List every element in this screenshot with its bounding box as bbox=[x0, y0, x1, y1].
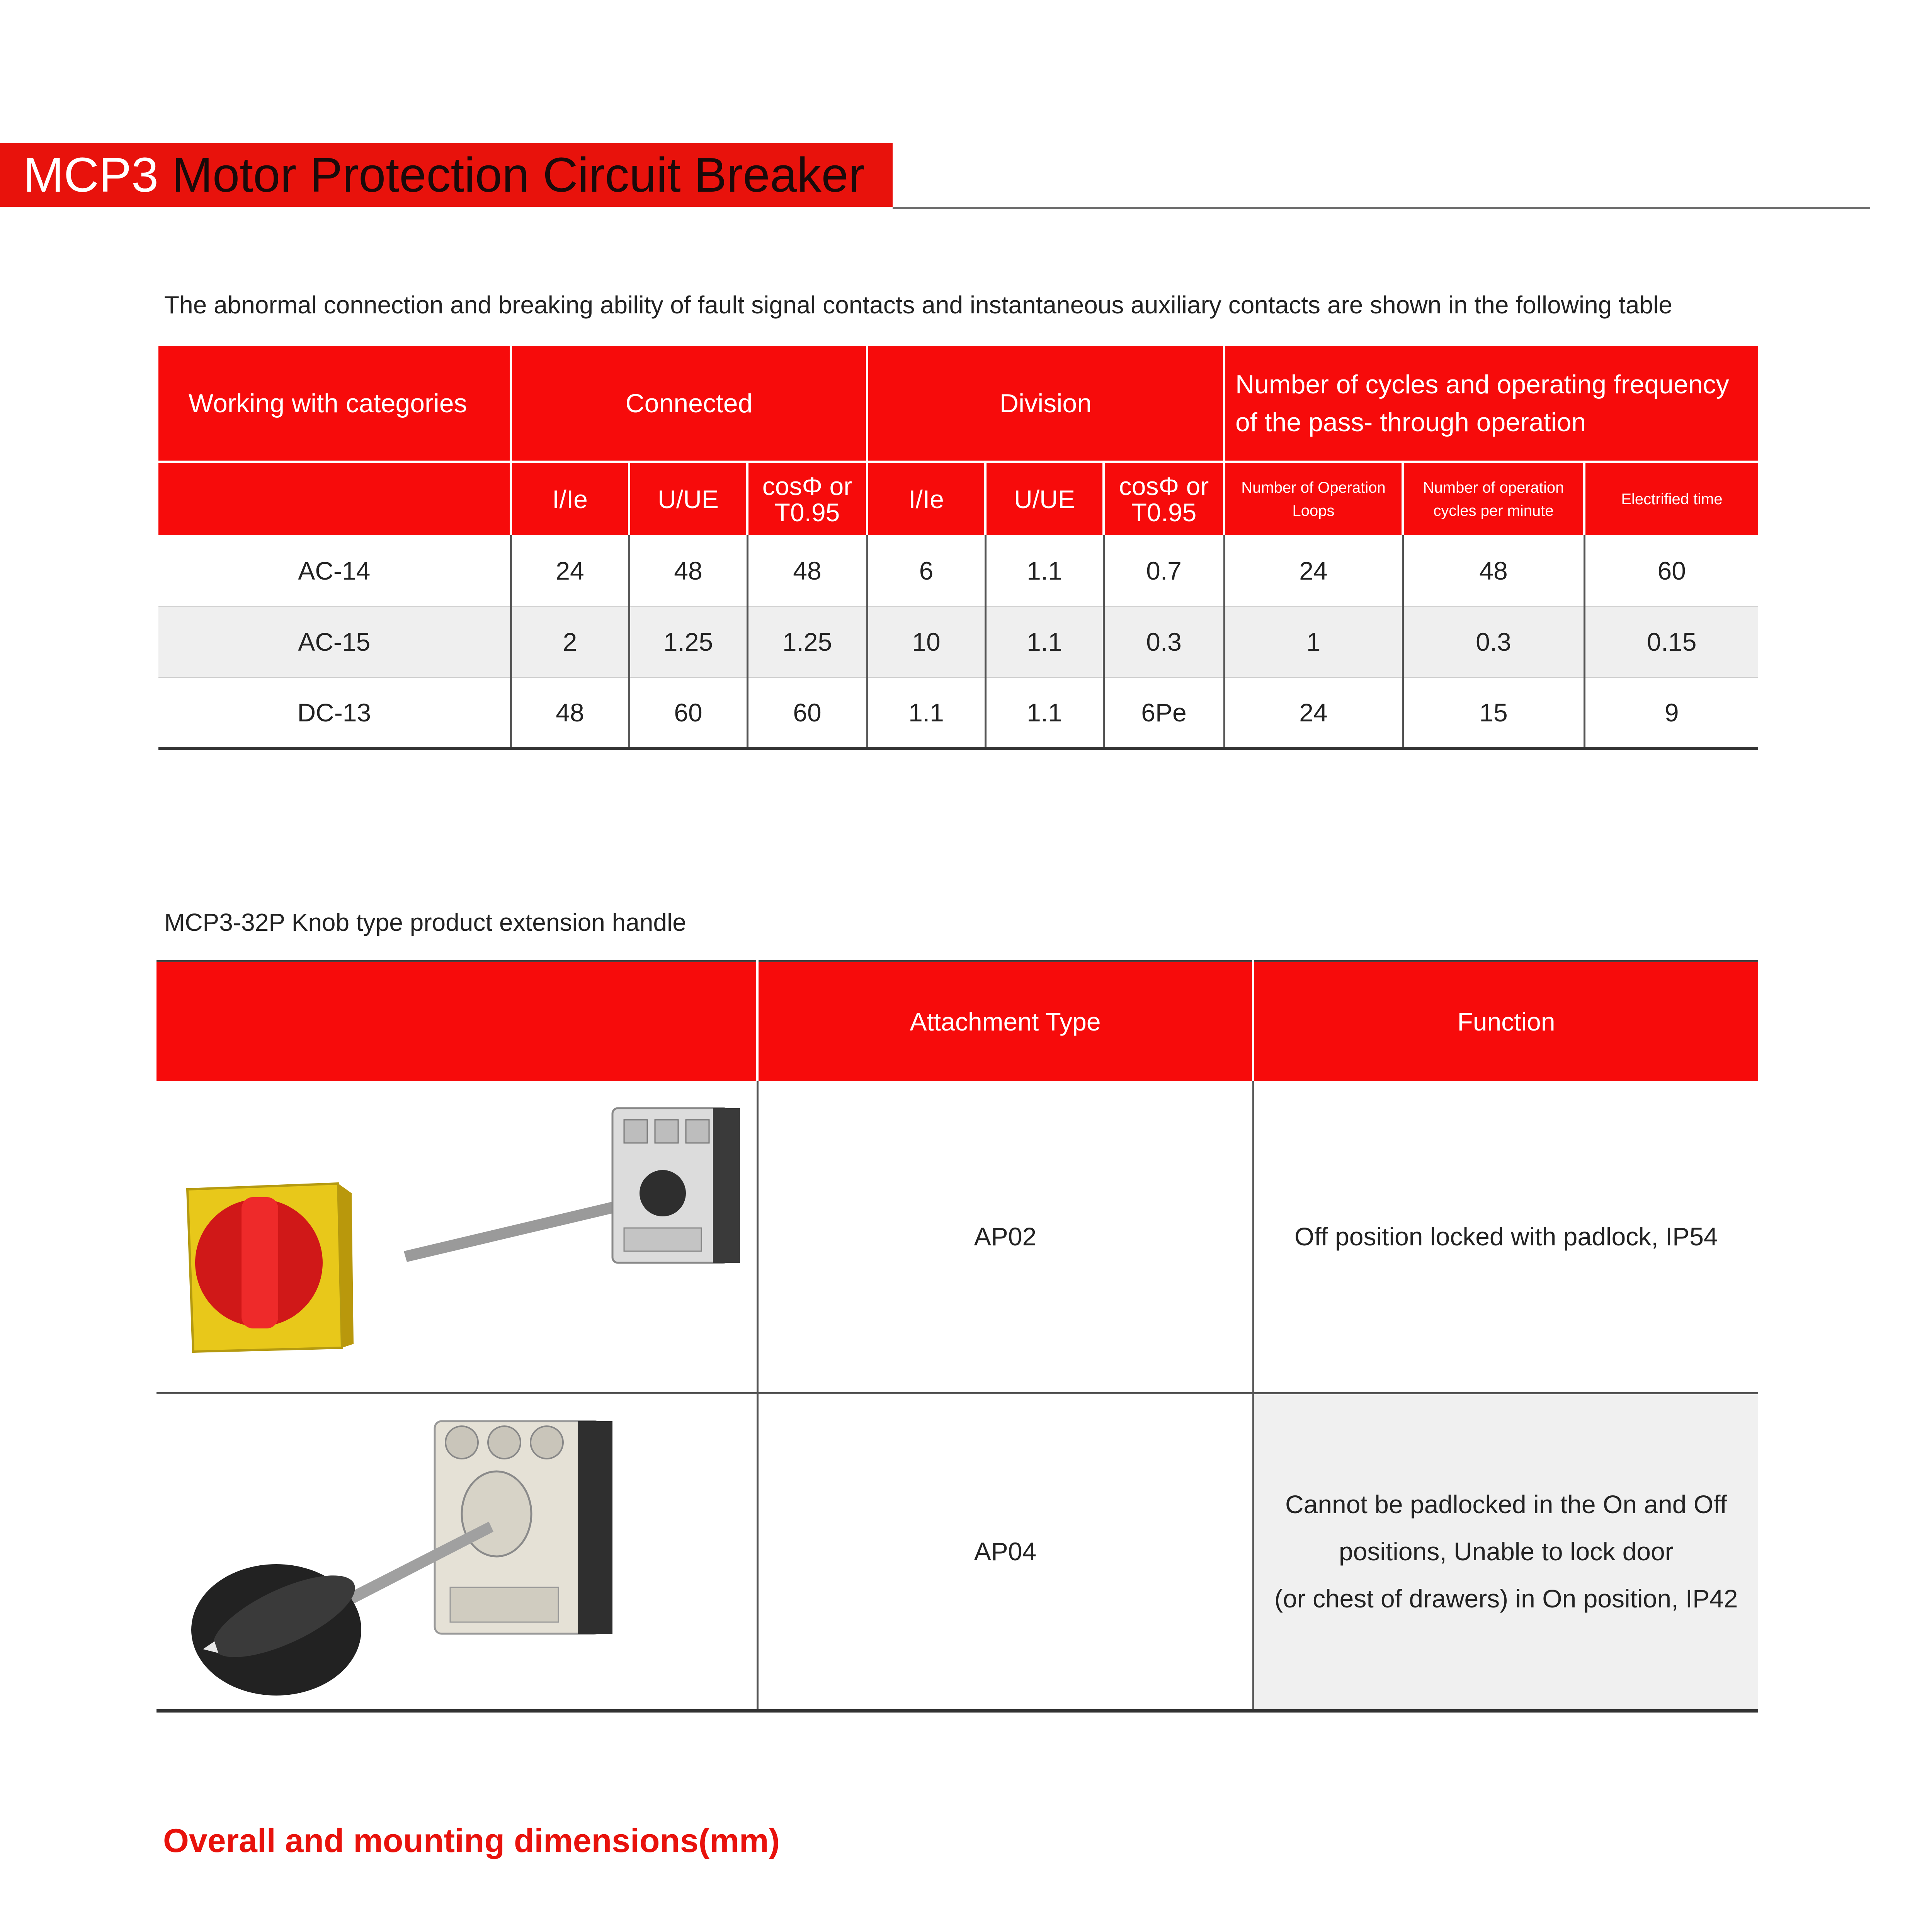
table-row bbox=[158, 677, 1758, 748]
subheader-cell: cosΦ or T0.95 bbox=[1104, 462, 1224, 535]
table-row bbox=[158, 535, 1758, 606]
ap02-type: AP02 bbox=[757, 1081, 1253, 1393]
header-cycles: Number of cycles and operating frequency of the pass- through operation bbox=[1235, 369, 1729, 437]
cell: 1.1 bbox=[985, 535, 1104, 606]
header-attachment: Attachment Type bbox=[757, 961, 1253, 1081]
title-rest: Motor Protection Circuit Breaker bbox=[172, 148, 865, 202]
handle-table bbox=[156, 960, 1758, 1713]
table-row bbox=[156, 1393, 1758, 1711]
subheader-cell: I/Ie bbox=[511, 462, 629, 535]
cell: 1 bbox=[1224, 606, 1403, 677]
cell: 1.1 bbox=[867, 677, 985, 748]
ap04-type: AP04 bbox=[757, 1393, 1253, 1711]
subheader-cell: U/UE bbox=[985, 462, 1104, 535]
cell: 10 bbox=[867, 606, 985, 677]
ap02-handle-image bbox=[156, 1081, 757, 1386]
cell: 1.25 bbox=[629, 606, 747, 677]
cell: 48 bbox=[629, 535, 747, 606]
cell: 24 bbox=[1224, 677, 1403, 748]
page-title bbox=[23, 146, 865, 204]
cell: 60 bbox=[629, 677, 747, 748]
subheader-empty bbox=[158, 462, 511, 535]
cell: 0.3 bbox=[1403, 606, 1584, 677]
header-image bbox=[156, 961, 757, 1081]
cell: 48 bbox=[747, 535, 867, 606]
cell: 60 bbox=[1584, 535, 1758, 606]
cell: 0.3 bbox=[1104, 606, 1224, 677]
subheader-cell: Number of Operation Loops bbox=[1224, 462, 1403, 535]
header-working: Working with categories bbox=[158, 346, 511, 462]
cell: 15 bbox=[1403, 677, 1584, 748]
cell: 0.15 bbox=[1584, 606, 1758, 677]
breaker-knob bbox=[462, 1471, 531, 1556]
knob-grip bbox=[242, 1197, 278, 1328]
cell: 6 bbox=[867, 535, 985, 606]
cell: 24 bbox=[511, 535, 629, 606]
cell: 24 bbox=[1224, 535, 1403, 606]
row-category: AC-15 bbox=[158, 606, 511, 677]
dimensions-heading: Overall and mounting dimensions(mm) bbox=[163, 1822, 780, 1859]
subheader-cell: Electrified time bbox=[1621, 490, 1723, 508]
subheader-cell: Number of operation cycles per minute bbox=[1403, 462, 1584, 535]
header-division: Division bbox=[867, 346, 1224, 462]
ap04-handle-image bbox=[156, 1394, 757, 1703]
cell: 60 bbox=[747, 677, 867, 748]
cell: 0.7 bbox=[1104, 535, 1224, 606]
subheader-cell: cosΦ or T0.95 bbox=[747, 462, 867, 535]
subheader-cell: U/UE bbox=[629, 462, 747, 535]
ap02-image-cell bbox=[156, 1081, 757, 1393]
row-category: AC-14 bbox=[158, 535, 511, 606]
title-prefix: MCP3 bbox=[23, 148, 159, 202]
intro-text: The abnormal connection and breaking ability of fault signal contacts and instantaneous auxiliary contacts are shown in the following table bbox=[164, 291, 1672, 319]
header-function: Function bbox=[1457, 1007, 1555, 1036]
shaft bbox=[404, 1197, 636, 1262]
cell: 48 bbox=[1403, 535, 1584, 606]
title-rule bbox=[893, 207, 1870, 209]
handle-caption: MCP3-32P Knob type product extension handle bbox=[164, 908, 686, 936]
cell: 1.1 bbox=[985, 677, 1104, 748]
function-line: positions, Unable to lock door bbox=[1339, 1537, 1674, 1566]
header-connected: Connected bbox=[511, 346, 867, 462]
subheader-cell: I/Ie bbox=[867, 462, 985, 535]
contacts-table bbox=[158, 346, 1758, 750]
cell: 2 bbox=[511, 606, 629, 677]
function-line: Cannot be padlocked in the On and Off bbox=[1285, 1490, 1727, 1519]
ap04-function bbox=[1253, 1393, 1758, 1711]
cell: 1.1 bbox=[985, 606, 1104, 677]
row-category: DC-13 bbox=[158, 677, 511, 748]
cell: 6Pe bbox=[1104, 677, 1224, 748]
cell: 9 bbox=[1584, 677, 1758, 748]
table-row bbox=[158, 606, 1758, 677]
breaker-knob bbox=[640, 1170, 686, 1216]
table-row bbox=[156, 1081, 1758, 1393]
ap04-image-cell bbox=[156, 1393, 757, 1711]
cell: 1.25 bbox=[747, 606, 867, 677]
cell: 48 bbox=[511, 677, 629, 748]
function-line: (or chest of drawers) in On position, IP42 bbox=[1274, 1584, 1738, 1613]
ap02-function: Off position locked with padlock, IP54 bbox=[1253, 1081, 1758, 1393]
